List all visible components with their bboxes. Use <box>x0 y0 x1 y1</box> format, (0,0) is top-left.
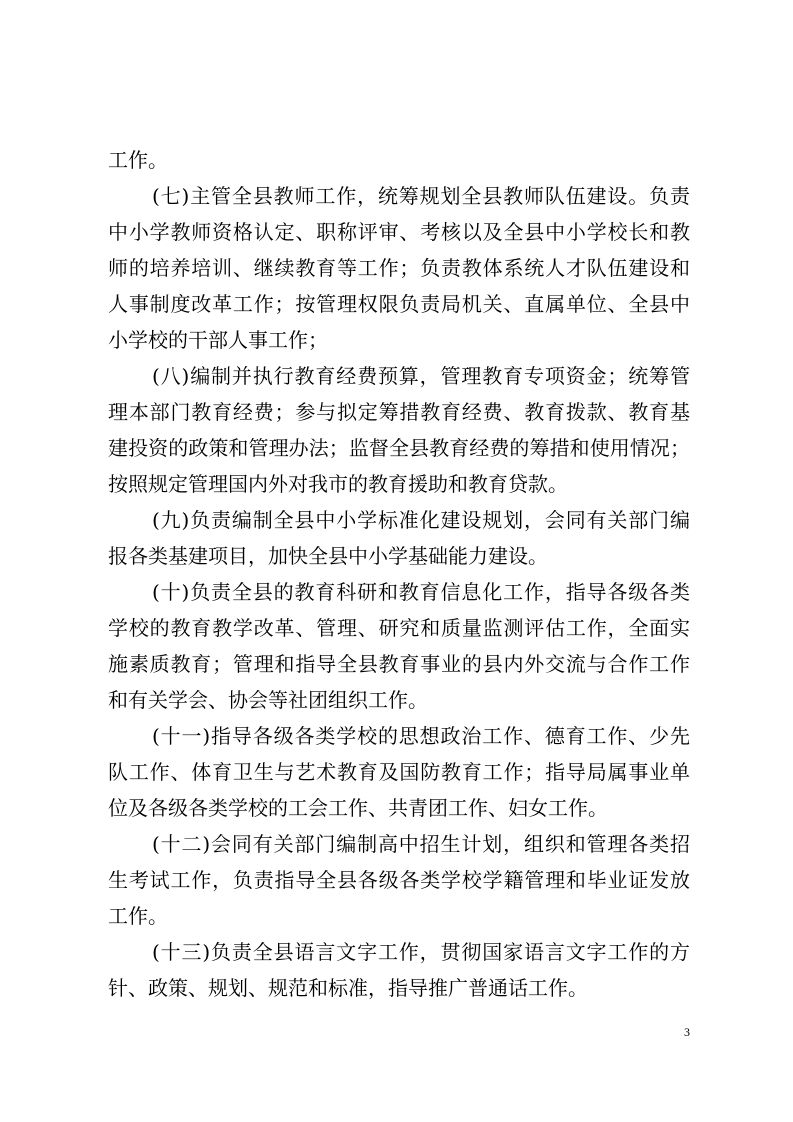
text-line: (九)负责编制全县中小学标准化建设规划，会同有关部门编 <box>152 508 690 532</box>
text-line: (十)负责全县的教育科研和教育信息化工作，指导各级各类 <box>152 580 690 604</box>
text-line: 针、政策、规划、规范和标准，指导推广普通话工作。 <box>108 976 588 1000</box>
text-line: 中小学教师资格认定、职称评审、考核以及全县中小学校长和教 <box>108 220 690 244</box>
text-line: 按照规定管理国内外对我市的教育援助和教育贷款。 <box>108 472 568 496</box>
paragraph-item-8 <box>108 358 690 502</box>
page-number: 3 <box>684 1025 690 1039</box>
text-line: 报各类基建项目，加快全县中小学基础能力建设。 <box>108 544 548 568</box>
text-line: 工作。 <box>108 904 168 928</box>
text-line: 小学校的干部人事工作； <box>108 328 328 352</box>
paragraph-item-12 <box>108 826 690 934</box>
text-line: 队工作、体育卫生与艺术教育及国防教育工作；指导局属事业单 <box>108 760 690 784</box>
paragraph-item-13 <box>108 934 690 1006</box>
text-line: 和有关学会、协会等社团组织工作。 <box>108 688 428 712</box>
text-line: 工作。 <box>108 148 168 172</box>
text-line: 生考试工作，负责指导全县各级各类学校学籍管理和毕业证发放 <box>108 868 690 892</box>
text-line: 施素质教育；管理和指导全县教育事业的县内外交流与合作工作 <box>108 652 690 676</box>
body-text <box>108 142 690 1006</box>
text-line: 学校的教育教学改革、管理、研究和质量监测评估工作，全面实 <box>108 616 690 640</box>
paragraph-item-10 <box>108 574 690 718</box>
text-line: 位及各级各类学校的工会工作、共青团工作、妇女工作。 <box>108 796 608 820</box>
text-line: 建投资的政策和管理办法；监督全县教育经费的筹措和使用情况； <box>108 436 690 460</box>
text-line: 人事制度改革工作；按管理权限负责局机关、直属单位、全县中 <box>108 292 690 316</box>
text-line: (十三)负责全县语言文字工作，贯彻国家语言文字工作的方 <box>152 940 690 964</box>
text-line: 师的培养培训、继续教育等工作；负责教体系统人才队伍建设和 <box>108 256 690 280</box>
text-line: (十二)会同有关部门编制高中招生计划，组织和管理各类招 <box>152 832 690 856</box>
paragraph-item-7 <box>108 178 690 358</box>
paragraph-item-9 <box>108 502 690 574</box>
text-line: (十一)指导各级各类学校的思想政治工作、德育工作、少先 <box>152 724 690 748</box>
text-line: (七)主管全县教师工作，统筹规划全县教师队伍建设。负责 <box>152 184 690 208</box>
text-line: 理本部门教育经费；参与拟定筹措教育经费、教育拨款、教育基 <box>108 400 690 424</box>
paragraph-continuation <box>108 142 690 178</box>
text-line: (八)编制并执行教育经费预算，管理教育专项资金；统筹管 <box>152 364 690 388</box>
paragraph-item-11 <box>108 718 690 826</box>
